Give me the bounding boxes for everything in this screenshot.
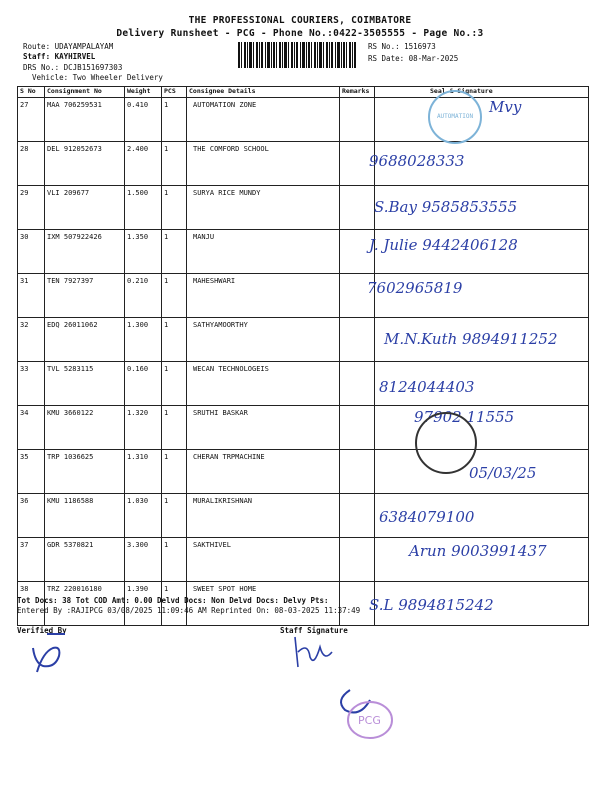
handwritten-signature: 7602965819 [367,279,463,297]
row-sno: 32 [18,318,45,362]
row-remarks [340,538,375,582]
col-seal: Seal & Signature [375,87,589,98]
row-seal-signature [375,450,589,494]
table-row [18,318,589,362]
handwritten-signature: 05/03/25 [469,464,537,482]
table-row [18,186,589,230]
row-remarks [340,450,375,494]
row-remarks [340,494,375,538]
row-seal-signature [375,318,589,362]
handwritten-signature: J. Julie 9442406128 [369,236,518,254]
handwritten-signature: 8124044403 [379,378,475,396]
automation-zone-stamp: AUTOMATION [428,90,482,144]
row-weight: 1.350 [125,230,162,274]
table-row [18,450,589,494]
row-consignment: TVL 5283115 [45,362,125,406]
row-sno: 35 [18,450,45,494]
row-consignment: TRP 1036625 [45,450,125,494]
row-weight: 0.410 [125,98,162,142]
row-weight: 0.210 [125,274,162,318]
barcode-image [238,42,356,68]
row-pcs: 1 [162,406,187,450]
handwritten-signature: S.Bay 9585853555 [374,198,518,216]
row-seal-signature [375,362,589,406]
handwritten-signature: Arun 9003991437 [409,542,547,560]
row-consignee: SRUTHI BASKAR [187,406,340,450]
pcg-seal [330,670,400,745]
runsheet-table [17,86,589,626]
col-consignee: Consignee Details [187,87,340,98]
cheran-stamp [415,412,477,474]
row-pcs: 1 [162,494,187,538]
col-weight: Weight [125,87,162,98]
row-consignee: THE COMFORD SCHOOL [187,142,340,186]
row-sno: 38 [18,582,45,626]
row-sno: 33 [18,362,45,406]
row-pcs: 1 [162,362,187,406]
row-remarks [340,186,375,230]
row-weight: 0.160 [125,362,162,406]
row-consignee: MAHESHWARI [187,274,340,318]
vehicle-label: Vehicle: Two Wheeler Delivery [32,73,163,82]
table-row [18,406,589,450]
verified-by-signature [25,628,70,678]
handwritten-signature: 6384079100 [379,508,475,526]
row-pcs: 1 [162,98,187,142]
runsheet-subtitle: Delivery Runsheet - PCG - Phone No.:0422-3505555 - Page No.:3 [116,28,484,39]
table-row [18,142,589,186]
row-sno: 27 [18,98,45,142]
route-label: Route: UDAYAMPALAYAM [23,42,114,51]
row-seal-signature [375,406,589,450]
row-sno: 28 [18,142,45,186]
row-pcs: 1 [162,538,187,582]
col-remarks: Remarks [340,87,375,98]
row-consignment: TEN 7927397 [45,274,125,318]
row-sno: 37 [18,538,45,582]
handwritten-signature: S.L 9894815242 [369,596,494,614]
handwritten-signature: 9688028333 [369,152,465,170]
staff-label: Staff: KAYHIRVEL [23,52,96,61]
row-pcs: 1 [162,186,187,230]
row-sno: 29 [18,186,45,230]
rs-date: RS Date: 08-Mar-2025 [368,54,459,63]
col-sno: S No [18,87,45,98]
row-seal-signature [369,142,589,186]
row-consignee: AUTOMATION ZONE [187,98,340,142]
rs-number: RS No.: 1516973 [368,42,436,51]
row-consignment: TRZ 220016180 [45,582,125,626]
col-consignment: Consignment No [45,87,125,98]
row-consignment: DEL 912052673 [45,142,125,186]
company-title: THE PROFESSIONAL COURIERS, COIMBATORE [188,15,412,26]
row-consignee: SATHYAMOORTHY [187,318,340,362]
row-remarks [340,318,375,362]
row-consignment: KMU 3660122 [45,406,125,450]
row-weight: 1.390 [125,582,162,626]
row-consignee: CHERAN TRPMACHINE [187,450,340,494]
table-row [18,230,589,274]
row-consignment: EDQ 26011062 [45,318,125,362]
row-consignee: MANJU [187,230,340,274]
table-row [18,98,589,142]
row-seal-signature [369,582,589,626]
row-seal-signature [375,494,589,538]
totals-line: Tot Docs: 38 Tot COD Amt: 0.00 Delvd Docs: Non Delvd Docs: Delvy Pts: [17,596,329,605]
table-header-row [18,87,589,98]
row-consignment: GDR 5370821 [45,538,125,582]
row-pcs: 1 [162,274,187,318]
row-consignment: KMU 1186588 [45,494,125,538]
handwritten-signature: 97902 11555 [414,408,515,426]
handwritten-signature: M.N.Kuth 9894911252 [384,330,558,348]
row-pcs: 1 [162,230,187,274]
row-weight: 3.300 [125,538,162,582]
row-consignment: VLI 209677 [45,186,125,230]
row-seal-signature [375,186,589,230]
row-weight: 1.500 [125,186,162,230]
table-row [18,274,589,318]
row-remarks [340,98,375,142]
pcg-seal-text: PCG [358,714,381,727]
handwritten-signature: Mvy [489,98,522,116]
row-consignee: SWEET SPOT HOME [187,582,340,626]
drs-number: DRS No.: DCJB151697303 [23,63,123,72]
row-seal-signature [367,274,589,318]
row-remarks [340,362,375,406]
row-weight: 2.400 [125,142,162,186]
row-weight: 1.320 [125,406,162,450]
row-consignment: MAA 706259531 [45,98,125,142]
row-pcs: 1 [162,582,187,626]
row-consignment: IXM 507922426 [45,230,125,274]
row-sno: 31 [18,274,45,318]
row-seal-signature [369,230,589,274]
row-remarks [340,406,375,450]
row-pcs: 1 [162,318,187,362]
staff-signature-mark [290,632,335,672]
row-pcs: 1 [162,450,187,494]
row-sno: 36 [18,494,45,538]
staff-signature-label: Staff Signature [280,626,348,635]
row-weight: 1.030 [125,494,162,538]
row-consignee: MURALIKRISHNAN [187,494,340,538]
row-sno: 30 [18,230,45,274]
row-weight: 1.300 [125,318,162,362]
row-weight: 1.310 [125,450,162,494]
table-row [18,494,589,538]
row-consignee: WECAN TECHNOLOGEIS [187,362,340,406]
col-pcs: PCS [162,87,187,98]
table-row [18,538,589,582]
row-consignee: SURYA RICE MUNDY [187,186,340,230]
row-seal-signature [375,538,589,582]
verified-by-label: Verified By [17,626,67,635]
entered-by-line: Entered By :RAJIPCG 03/08/2025 11:09:46 AM Reprinted On: 08-03-2025 11:37:49 [17,606,361,615]
table-row [18,362,589,406]
row-pcs: 1 [162,142,187,186]
row-sno: 34 [18,406,45,450]
row-consignee: SAKTHIVEL [187,538,340,582]
